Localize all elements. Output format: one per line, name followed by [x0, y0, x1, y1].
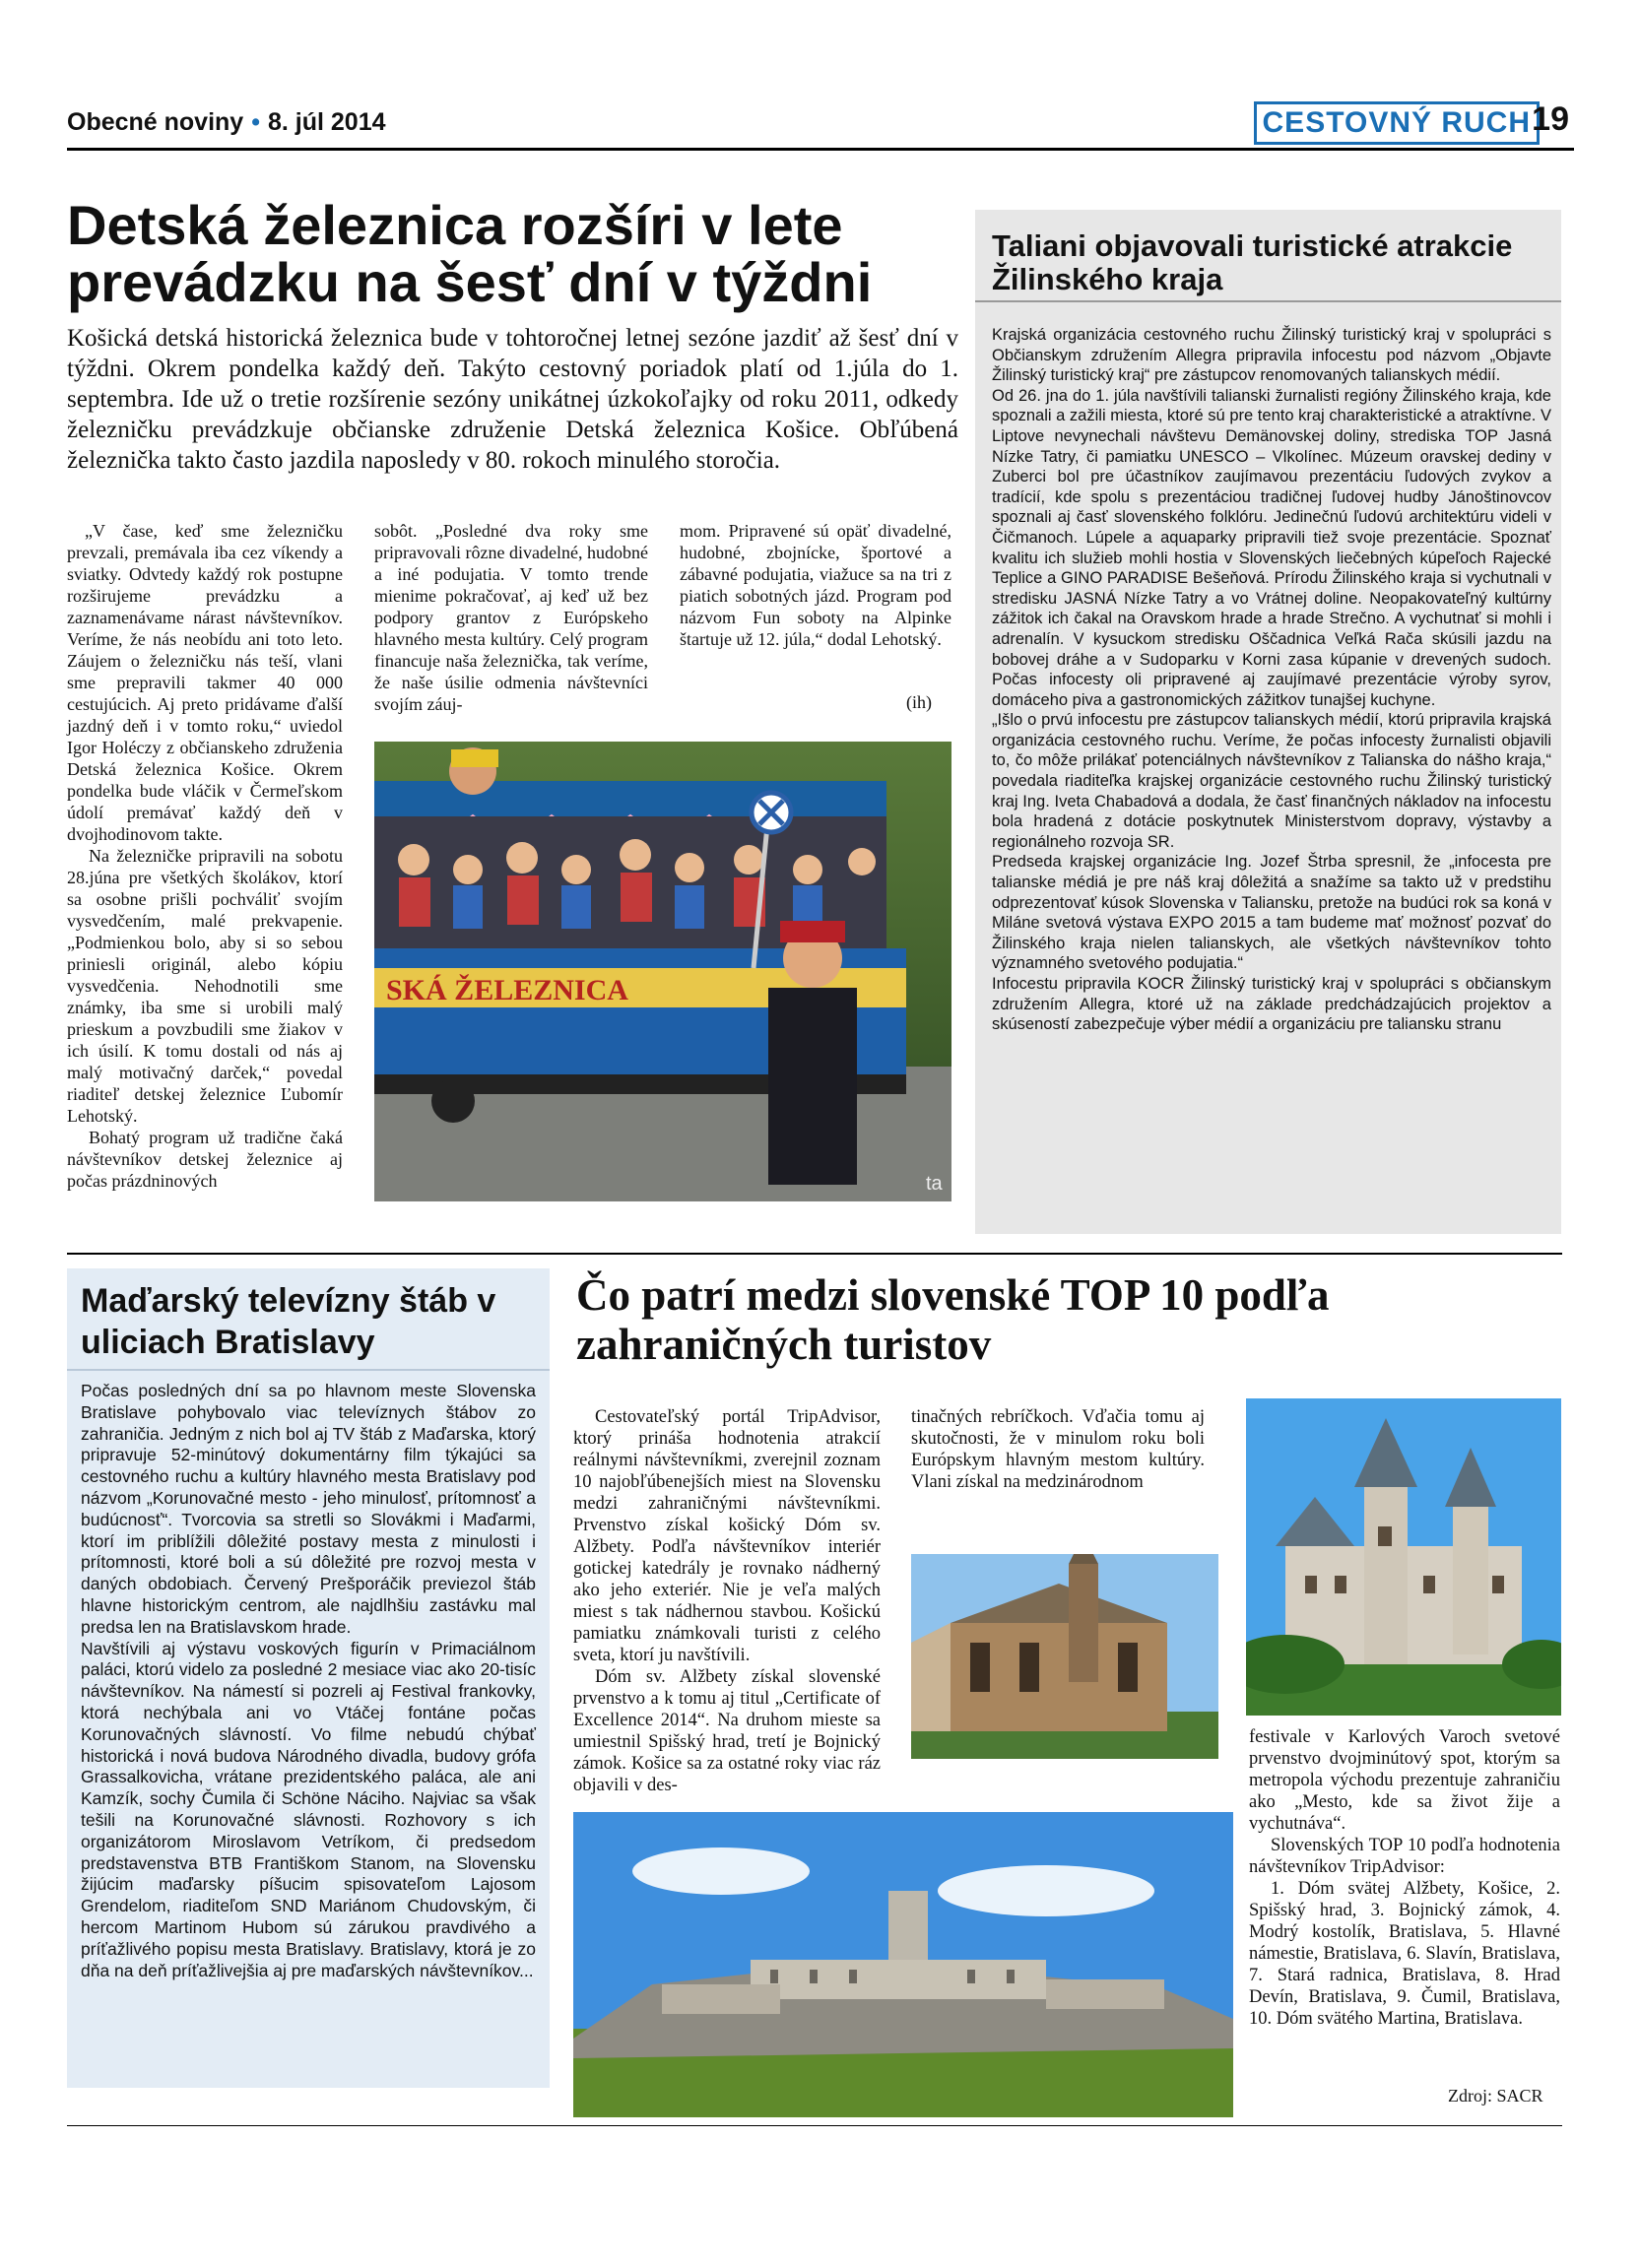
header-rule — [67, 148, 1574, 151]
publication-name: Obecné noviny — [67, 108, 244, 136]
main-lead: Košická detská historická železnica bude v tohtoročnej letnej sezóne jazdiť až šesť dní v týždni. Okrem pondelka každý deň. Takýto cestovný poriadok platí od 1.júla do 1. septembra. Ide už o tretie rozšírenie sezóny unikátnej úzkokoľajky od roku 2011, odkedy železničku prevádzkuje občianske združenie Detská železnica Košice. Obľúbená železnička takto často jazdila naposledy v 80. rokoch minulého storočia. — [67, 325, 958, 474]
tv-crew-rule — [67, 1369, 550, 1371]
tv-crew-body — [81, 1381, 536, 1981]
separator-dot: • — [251, 108, 260, 136]
sidebar-paragraph: Infocestu pripravila KOCR Žilinský turistický kraj v spolupráci s občianskym združením Allegra, ktoré už na základe predchádzajúcich projektov a skúseností zabezpečuje výber médií a organizáciu pre taliansku stranu — [992, 975, 1551, 1034]
main-col1-para: Bohatý program už tradične čaká návštevníkov detskej železnice aj počas prázdninových — [67, 1128, 343, 1191]
sidebar-rule — [975, 300, 1561, 302]
masthead — [67, 108, 386, 137]
main-col1-para: „V čase, keď sme železničku prevzali, premávala iba cez víkendy a sviatky. Odvtedy každý rok postupne rozširujeme prevádzku a zaznamenávame nárast návštevníkov. Veríme, že nás neobídu ani toto leto. Záujem o železničku nás teší, vlani sme prepravili takmer 40 000 cestujúcich. Aj preto pridávame ďalší jazdný deň i v tomto roku,“ uviedol Igor Holéczy z občianskeho združenia Detská železnica Košice. Okrem pondelka bude vláčik v Čermeľskom údolí premávať každý deň v dvojhodinovom takte. — [67, 521, 343, 844]
top10-col3-para: Slovenských TOP 10 podľa hodnotenia návštevníkov TripAdvisor: — [1249, 1836, 1560, 1877]
main-col-2 — [374, 520, 648, 715]
tv-crew-title: Maďarský televízny štáb v uliciach Bratislavy — [81, 1282, 496, 1361]
page-number: 19 — [1532, 100, 1569, 138]
main-col2-para: sobôt. „Posledné dva roky sme pripravovali rôzne divadelné, hudobné a iné podujatia. V tomto trende mienime pokračovať, aj keď už bez podpory grantov z Európskeho hlavného mesta kultúry. Celý program financuje naša železnička, tak veríme, že naše úsilie odmenia návštevníci svojím záuj- — [374, 521, 648, 714]
issue-date: 8. júl 2014 — [267, 108, 386, 136]
tv-crew-paragraph: Navštívili aj výstavu voskových figurín v Primaciálnom paláci, ktorú videlo za posledné 2 mesiace viac ako 20-tisíc návštevníkov. Na námestí si pozreli aj Festival frankovky, ktorá nechýbala ani vo Vtáčej fontáne počas Korunovačných slávností. Vo filme nebudú chýbať historická i nová budova Národného divadla, budovy grófa Grassalkovicha, vrátane prezidentského paláca, ale ani Kamzík, sochy Čumila či Schöne Náciho. Najviac sa však tešili na Korunovačné slávnosti. Rozhovory s ich organizátorom Miroslavom Vetríkom, či predsedom predstavenstva BTB Františkom Stanom, na Slovensku žijúcim maďarsky píšucim spisovateľom Lajosom Grendelom, riaditeľom SND Mariánom Chudovským, či hercom Martinom Hubom sú zárukou pravdivého a príťažlivého popisu mesta Bratislavy. Bratislavy, ktorá je zo dňa na deň príťažlivejšia aj pre maďarských návštevníkov... — [81, 1638, 536, 1980]
top10-col-3 — [1249, 1726, 1560, 2030]
top10-col-2 — [911, 1406, 1205, 1493]
main-col-3 — [680, 520, 951, 650]
sidebar-paragraph: Predseda krajskej organizácie Ing. Jozef Štrba spresnil, že „infocesta pre talianske médiá je pre náš kraj dôležitá a snažíme sa takto už v predstihu odprezentovať kúsok Slovenska v Taliansku, pretože na budúci rok sa koná v Miláne svetová výstava EXPO 2015 a tam budeme mať možnosť pozvať do Žilinského kraja nielen talianskych, ale všetkých návštevníkov tohto významného svetového podujatia.“ — [992, 853, 1551, 973]
sidebar-body — [992, 325, 1551, 1035]
top10-col2-para: tinačných rebríčkoch. Vďačia tomu aj skutočnosti, že v minulom roku boli Európskym hlavným mestom kultúry. Vlani získal na medzinárodnom — [911, 1407, 1205, 1492]
top10-col3-para: 1. Dóm svätej Alžbety, Košice, 2. Spišský hrad, 3. Bojnický zámok, 4. Modrý kostolík, Bratislava, 5. Hlavné námestie, Bratislava, 6. Slavín, Bratislava, 7. Stará radnica, Bratislava, 8. Hrad Devín, Bratislava, 9. Čumil, Bratislava, 10. Dóm svätého Martina, Bratislava. — [1249, 1879, 1560, 2029]
top10-col1-para: Dóm sv. Alžbety získal slovenské prvenstvo a k tomu aj titul „Certificate of Excellence 2014“. Na druhom mieste sa umiestnil Spišský hrad, tretí je Bojnický zámok. Košice sa za ostatné roky viac ráz objavili v des- — [573, 1667, 881, 1795]
section-label: CESTOVNÝ RUCH — [1254, 101, 1540, 145]
sidebar-title: Taliani objavovali turistické atrakcie Žilinského kraja — [992, 228, 1513, 296]
sidebar-paragraph: „Išlo o prvú infocestu pre zástupcov talianskych médií, ktorú pripravila krajská organizácia cestovného ruchu. Veríme, že počas infocesty žurnalisti objavili to, čo môže prilákať potenciálnych návštevníkov z Talianska do nášho kraja,“ povedala riaditeľka krajskej organizácie cestovného ruchu Žilinský turistický kraj Ing. Iveta Chabadová a dodala, že časť finančných nákladov na infocestu bola hradená z dotácie poskytnutek Ministerstvom dopravy, výstavby a regionálneho rozvoja SR. — [992, 711, 1551, 851]
sidebar-paragraph: Od 26. jna do 1. júla navštívili talianski žurnalisti regióny Žilinského kraja, kde spoznali a zažili miesta, ktoré sú pre tento kraj charakteristické a atraktívne. V Liptove nevynechali návštevu Demänovskej doliny, strediska TOP Jasná Nízke Tatry, či pamiatku UNESCO – Vlkolínec. Múzeum oravskej dediny v Zuberci bol pre účastníkov zaujímavou prezentáciu ľudových zvykov a tradícií, kde spolu s prezentáciou tradičnej ľudovej hudby Jánoštinovcov spoznali aj časť slovenského folklóru. Jedinečnú ľudovú architektúru videli v Čičmanoch. Lúpele a aquaparky pripravili tiež svoje prezentácie. Spoznať kvalitu ich služieb mohli hostia v Slovenských liečebných kúpeľoch Rajecké Teplice a GINO PARADISE Bešeňová. Prírodu Žilinského kraja si vychutnali v stredisku JASNÁ Nízke Tatry a vo Vrátnej doline. Neopakovateľný kultúrny zážitok ich čakal na Oravskom hrade a hrade Strečno. A vychutnať si mohli i adrenalín. V kysuckom stredisku Oščadnica Veľká Rača skúsili jazdu na bobovej dráhe a v Sudoparku v Korni zasa kúpanie v drevených sudoch. Počas infocesty oli pripravené aj zaujímavé prezentácie výroby syrov, domáceho piva a gastronomických zážitkov tunajšej kuchyne. — [992, 386, 1551, 709]
source-credit: Zdroj: SACR — [1448, 2086, 1543, 2106]
tv-crew-paragraph: Počas posledných dní sa po hlavnom meste Slovenska Bratislave pohybovalo viac televíznych štábov zo zahraničia. Jedným z nich bol aj TV štáb z Maďarska, ktorý pripravuje 52-minútový dokumentárny film týkajúci sa cestovného ruchu a kultúry hlavného mesta Bratislavy pod názvom „Korunovačné mesto - jeho minulosť, prítomnosť a budúcnosť“. Tvorcovia sa stretli so Slovákmi i Maďarmi, ktorí im priblížili dôležité postavy mesta z minulosti i prítomnosti, ktoré boli a sú dôležité pre rozvoj mesta v daných obdobiach. Červený Prešporáčik previezol štáb hlavne historickým centrom, ale najdlhšiu zastávku mal predsa len na Bratislavskom hrade. — [81, 1381, 536, 1637]
top10-col-1 — [573, 1406, 881, 1796]
train-photo — [374, 742, 951, 1201]
bojnice-castle-photo — [1246, 1398, 1561, 1716]
top10-col1-para: Cestovateľský portál TripAdvisor, ktorý prináša hodnotenia atrakcií reálnymi návštevníkmi, zverejnil zoznam 10 najobľúbenejších miest na Slovensku medzi zahraničnými návštevníkmi. Prvenstvo získal košický Dóm sv. Alžbety. Podľa návštevníkov interiér gotickej katedrály je rovnako nádherný ako jeho exteriér. Nie je veľa malých miest s tak nádhernou stavbou. Košickú pamiatku známkovali turisti z celého sveta, ktorí ju navštívili. — [573, 1407, 881, 1665]
footer-rule — [67, 2125, 1562, 2126]
spis-castle-photo — [573, 1812, 1233, 2117]
top10-headline: Čo patrí medzi slovenské TOP 10 podľa zahraničných turistov — [576, 1270, 1330, 1369]
main-col-1 — [67, 520, 343, 1192]
main-col3-para: mom. Pripravené sú opäť divadelné, hudobné, zbojnícke, športové a zábavné podujatia, viažuce sa na tri z piatich sobotných jázd. Program pod názvom Fun soboty na Alpinke štartuje už 12. júla,“ dodal Lehotský. — [680, 521, 951, 649]
main-headline: Detská železnica rozšíri v lete prevádzku na šesť dní v týždni — [67, 194, 873, 313]
main-col1-para: Na železničke pripravili na sobotu 28.júna pre všetkých školákov, ktorí sa osobne prišli pochváliť svojím vysvedčením, malé prekvapenie. „Podmienkou bolo, aby si so sebou priniesli originál, alebo kópiu vysvedčenia. Nehodnotili sme známky, iba sme si urobili malý prieskum a povzbudili sme žiakov v ich úsilí. K tomu dostali od nás aj malý motivačný darček,“ povedal riaditeľ detskej železnice Ľubomír Lehotský. — [67, 846, 343, 1126]
top10-col3-para: festivale v Karlových Varoch svetové prvenstvo dvojminútový spot, ktorým sa metropola východu prezentuje zahraničiu ako „Mesto, kde sa život žije a vychutnáva“. — [1249, 1727, 1560, 1834]
sidebar-paragraph: Krajská organizácia cestovného ruchu Žilinský turistický kraj v spolupráci s Občianskym združením Allegra pripravila infocestu pod názvom „Objavte Žilinský turistický kraj“ pre zástupcov renomovaných talianskych médií. — [992, 326, 1551, 385]
photo-credit: ta — [926, 1173, 943, 1195]
train-sign-text: SKÁ ŽELEZNICA — [386, 974, 628, 1006]
section-divider — [67, 1253, 1562, 1255]
cathedral-photo — [911, 1554, 1218, 1759]
article-signature: (ih) — [906, 692, 932, 712]
